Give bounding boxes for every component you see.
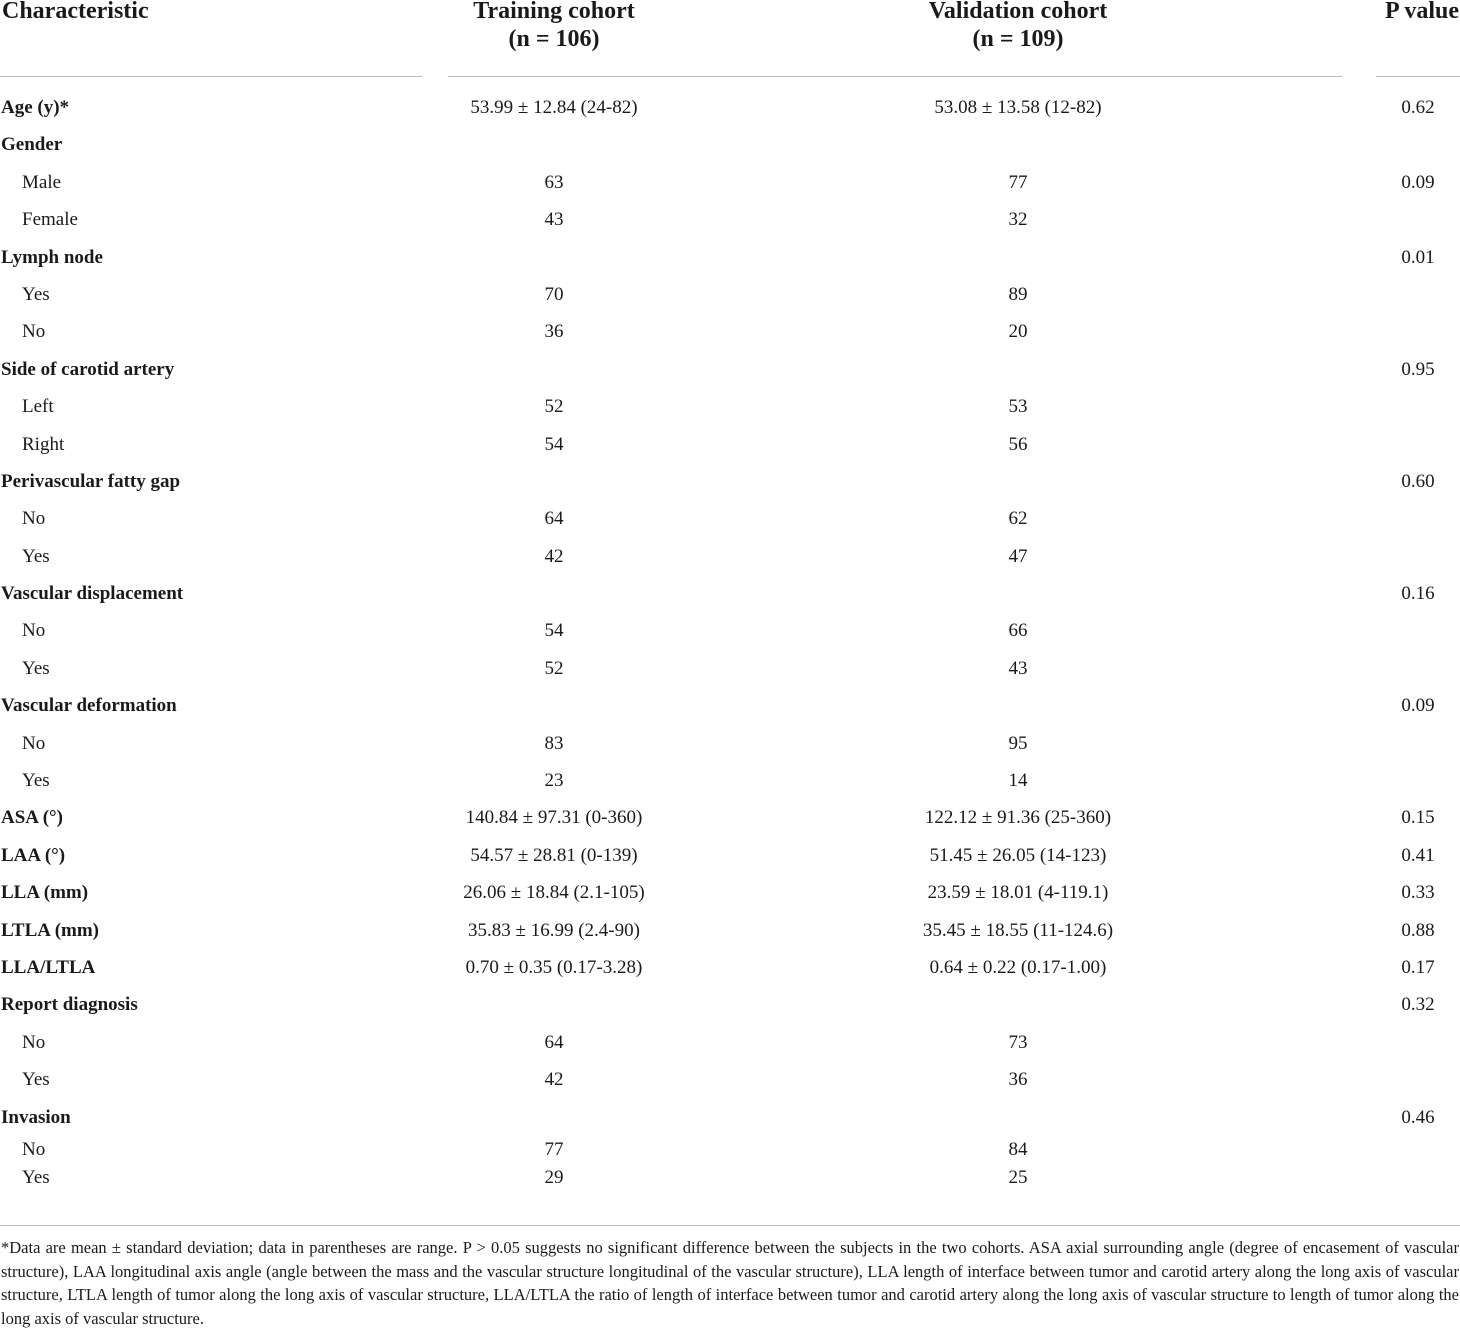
row-validation-value: 35.45 ± 18.55 (11-124.6) (922, 919, 1114, 941)
row-characteristic: Yes (22, 1167, 50, 1189)
row-training-value: 42 (544, 1069, 564, 1091)
row-training-value: 140.84 ± 97.31 (0-360) (465, 807, 643, 829)
header-rule-cohorts (448, 76, 1342, 77)
table-footnote: *Data are mean ± standard deviation; data in parentheses are range. P > 0.05 suggests no significant difference between the subjects in the two cohorts. ASA axial surrounding angle (degree of encasement of vascular structure), LAA longitudinal axis angle (angle between the mass and the vascular structure longitudinal of the vascular structure), LLA length of interface between tumor and carotid artery along the long axis of vascular structure, LTLA length of tumor along the long axis of vascular structure, LLA/LTLA the ratio of length of interface between tumor and carotid artery along the long axis of vascular structure to length of tumor along the long axis of vascular structure. (1, 1238, 1459, 1328)
table-row (0, 239, 1460, 276)
row-validation-value: 56 (1008, 433, 1028, 455)
table-row (0, 201, 1460, 238)
row-validation-value: 51.45 ± 26.05 (14-123) (929, 844, 1107, 866)
row-characteristic: LTLA (mm) (1, 919, 100, 941)
row-characteristic: LLA/LTLA (1, 956, 96, 978)
header-validation-title: Validation cohort (928, 0, 1108, 24)
table-bottom-rule (0, 1225, 1460, 1226)
row-validation-value: 53.08 ± 13.58 (12-82) (934, 97, 1102, 118)
header-validation-cohort (868, 0, 1168, 53)
table-row (0, 837, 1460, 874)
table-row (0, 500, 1460, 537)
row-p-value: 0.46 (1401, 1106, 1435, 1128)
row-validation-value: 95 (1008, 732, 1028, 754)
header-training-n: (n = 106) (508, 26, 600, 52)
table-row (0, 1061, 1460, 1098)
row-training-value: 54.57 ± 28.81 (0-139) (470, 844, 638, 866)
header-p-value: P value (1384, 0, 1459, 24)
row-characteristic: Yes (22, 283, 50, 305)
row-p-value: 0.09 (1401, 695, 1435, 717)
row-p-value: 0.41 (1401, 844, 1435, 866)
row-characteristic: Right (22, 433, 65, 455)
row-characteristic: No (22, 321, 46, 343)
row-validation-value: 77 (1008, 171, 1028, 193)
row-training-value: 64 (544, 1031, 564, 1053)
table-row (0, 1164, 1460, 1193)
table-row (0, 351, 1460, 388)
row-validation-value: 14 (1008, 770, 1028, 792)
row-training-value: 52 (544, 396, 564, 418)
row-training-value: 43 (544, 209, 564, 231)
row-training-value: 83 (544, 732, 564, 754)
row-validation-value: 53 (1008, 396, 1028, 418)
row-characteristic: No (22, 1138, 46, 1160)
row-characteristic: Yes (22, 770, 50, 792)
row-characteristic: No (22, 508, 46, 530)
row-characteristic: Left (22, 396, 54, 418)
table-row (0, 762, 1460, 799)
row-characteristic: Invasion (1, 1106, 71, 1128)
table-row (0, 463, 1460, 500)
row-validation-value: 66 (1008, 620, 1028, 642)
header-rule-p-value (1376, 76, 1460, 77)
header-training-cohort (404, 0, 704, 53)
table-row (0, 725, 1460, 762)
row-validation-value: 84 (1008, 1138, 1028, 1160)
row-characteristic: Yes (22, 545, 50, 567)
row-characteristic: Perivascular fatty gap (1, 470, 181, 492)
row-characteristic: Report diagnosis (1, 994, 138, 1016)
row-characteristic: Gender (1, 134, 63, 156)
row-characteristic: Vascular deformation (1, 695, 177, 717)
row-validation-value: 122.12 ± 91.36 (25-360) (924, 807, 1112, 829)
row-characteristic: Yes (22, 657, 50, 679)
row-characteristic: Age (y)* (1, 97, 70, 118)
table-row (0, 687, 1460, 724)
row-characteristic: Yes (22, 1069, 50, 1091)
row-p-value: 0.32 (1401, 994, 1435, 1016)
row-validation-value: 73 (1008, 1031, 1028, 1053)
table-row (0, 1024, 1460, 1061)
row-validation-value: 23.59 ± 18.01 (4-119.1) (927, 882, 1109, 904)
row-characteristic: No (22, 1031, 46, 1053)
row-training-value: 77 (544, 1138, 564, 1160)
row-characteristic: Female (22, 209, 78, 231)
row-training-value: 63 (544, 171, 564, 193)
row-validation-value: 36 (1008, 1069, 1028, 1091)
row-training-value: 42 (544, 545, 564, 567)
row-p-value: 0.01 (1401, 246, 1435, 268)
row-validation-value: 0.64 ± 0.22 (0.17-1.00) (929, 956, 1107, 978)
table-row (0, 575, 1460, 612)
row-validation-value: 25 (1008, 1167, 1028, 1189)
row-training-value: 70 (544, 283, 564, 305)
row-training-value: 52 (544, 657, 564, 679)
row-characteristic: No (22, 620, 46, 642)
row-validation-value: 89 (1008, 283, 1028, 305)
row-training-value: 54 (544, 433, 564, 455)
row-p-value: 0.15 (1401, 807, 1435, 829)
row-p-value: 0.33 (1401, 882, 1435, 904)
table-row (0, 126, 1460, 163)
row-characteristic: No (22, 732, 46, 754)
row-characteristic: ASA (°) (1, 807, 63, 829)
table-row (0, 388, 1460, 425)
row-p-value: 0.16 (1401, 583, 1435, 605)
row-validation-value: 47 (1008, 545, 1028, 567)
row-p-value: 0.88 (1401, 919, 1435, 941)
row-training-value: 35.83 ± 16.99 (2.4-90) (468, 919, 640, 941)
table-header (0, 0, 1460, 78)
header-rule-characteristic (0, 76, 422, 77)
header-characteristic: Characteristic (2, 0, 149, 24)
table-row (0, 650, 1460, 687)
row-characteristic: Side of carotid artery (1, 358, 175, 380)
table-row (0, 313, 1460, 350)
header-training-title: Training cohort (473, 0, 635, 24)
row-p-value: 0.17 (1401, 956, 1435, 978)
row-characteristic: LLA (mm) (1, 882, 89, 904)
table-row (0, 912, 1460, 949)
row-characteristic: LAA (°) (1, 844, 66, 866)
table-row (0, 426, 1460, 463)
header-validation-n: (n = 109) (972, 26, 1064, 52)
row-p-value: 0.60 (1401, 470, 1435, 492)
row-training-value: 0.70 ± 0.35 (0.17-3.28) (465, 956, 643, 978)
table-row (0, 1136, 1460, 1165)
row-validation-value: 43 (1008, 657, 1028, 679)
table-row (0, 949, 1460, 986)
table-row (0, 1099, 1460, 1136)
row-validation-value: 32 (1008, 209, 1028, 231)
table-row (0, 538, 1460, 575)
row-validation-value: 62 (1008, 508, 1028, 530)
table-row (0, 276, 1460, 313)
table-row (0, 986, 1460, 1023)
table-row (0, 612, 1460, 649)
row-characteristic: Vascular displacement (1, 583, 184, 605)
table-row (0, 799, 1460, 836)
table-row (0, 164, 1460, 201)
row-training-value: 54 (544, 620, 564, 642)
row-training-value: 36 (544, 321, 564, 343)
row-training-value: 26.06 ± 18.84 (2.1-105) (463, 882, 645, 904)
row-training-value: 29 (544, 1167, 564, 1189)
row-training-value: 53.99 ± 12.84 (24-82) (470, 97, 638, 118)
row-training-value: 64 (544, 508, 564, 530)
row-characteristic: Lymph node (1, 246, 103, 268)
row-p-value: 0.09 (1401, 171, 1435, 193)
row-characteristic: Male (22, 171, 62, 193)
row-p-value: 0.62 (1401, 97, 1435, 118)
table-row (0, 874, 1460, 911)
row-p-value: 0.95 (1401, 358, 1435, 380)
row-validation-value: 20 (1008, 321, 1028, 343)
table-row (0, 89, 1460, 126)
row-training-value: 23 (544, 770, 564, 792)
table-body (0, 89, 1460, 1193)
